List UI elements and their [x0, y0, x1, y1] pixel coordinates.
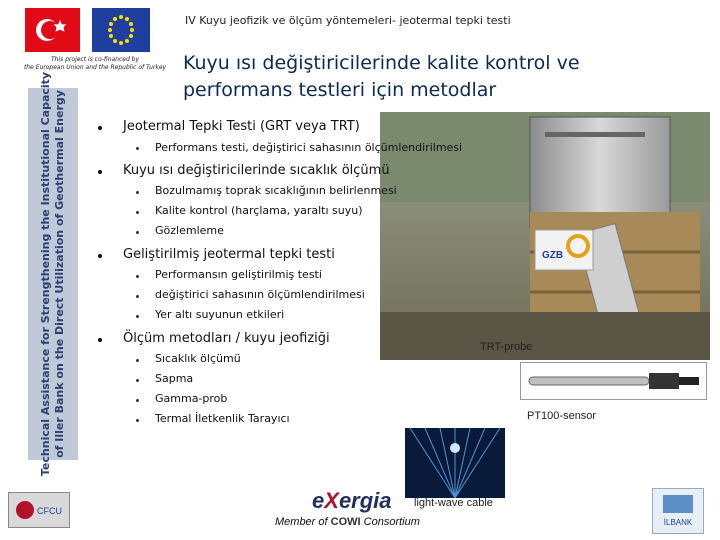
- sub-bullet-deviation: Sapma: [155, 372, 194, 385]
- trt-probe-caption: TRT-probe: [480, 341, 533, 353]
- cofinance-line-1: This project is co-financed by: [50, 56, 140, 63]
- sub-bullet-enhanced: Performansın geliştirilmiş testi: [155, 268, 322, 281]
- cofinance-line-2: the European Union and the Republic of Turkey: [23, 64, 167, 71]
- sub-bullet-performance: Performans testi, değiştirici sahasının ölçümlendirilmesi: [155, 141, 463, 154]
- bullet-marker: [98, 254, 102, 258]
- sub-bullet-marker: [136, 359, 139, 362]
- sub-bullet-gamma: Gamma-prob: [155, 392, 228, 405]
- bullet-grt: Jeotermal Tepki Testi (GRT veya TRT): [123, 119, 360, 134]
- bullet-enhanced-trt: Geliştirilmiş jeotermal tepki testi: [123, 247, 335, 262]
- cfcu-logo-icon: [8, 492, 70, 528]
- turkey-flag-icon: [25, 8, 80, 52]
- sub-bullet-soil: Bozulmamış toprak sıcaklığının belirlenmesi: [155, 184, 397, 197]
- slide-subtitle: IV Kuyu jeofizik ve ölçüm yöntemeleri- jeotermal tepki testi: [185, 14, 511, 27]
- sub-bullet-marker: [136, 147, 139, 150]
- sidebar-line-1: Technical Assistance for Strengthening the Institutional Capacity: [39, 71, 53, 477]
- bullet-temperature: Kuyu ısı değiştiricilerinde sıcaklık ölçümü: [123, 163, 390, 178]
- sub-bullet-marker: [136, 231, 139, 234]
- sub-bullet-groundwater: Yer altı suyunun etkileri: [155, 308, 285, 321]
- sub-bullet-monitoring: Gözlemleme: [155, 224, 224, 237]
- sub-bullet-marker: [136, 379, 139, 382]
- sidebar-text: [28, 71, 78, 477]
- sub-bullet-marker: [136, 399, 139, 402]
- bullet-marker: [98, 126, 102, 130]
- sub-bullet-marker: [136, 275, 139, 278]
- exergia-x: X: [324, 488, 339, 513]
- bullet-marker: [98, 170, 102, 174]
- sub-bullet-marker: [136, 211, 139, 214]
- sub-bullet-thermal-scanner: Termal İletkenlik Tarayıcı: [155, 412, 290, 425]
- sub-bullet-temp-measure: Sıcaklık ölçümü: [155, 352, 241, 365]
- cfcu-label: CFCU: [37, 506, 62, 516]
- sub-bullet-marker: [136, 419, 139, 422]
- bullet-geophysics: Ölçüm metodları / kuyu jeofiziği: [123, 331, 330, 346]
- sub-bullet-marker: [136, 315, 139, 318]
- exergia-rest: ergia: [338, 488, 392, 513]
- eu-flag-icon: [92, 8, 150, 52]
- sub-bullet-marker: [136, 191, 139, 194]
- slide-title-line-1: Kuyu ısı değiştiricilerinde kalite kontrol ve: [183, 52, 580, 74]
- cowi-label: COWI: [330, 516, 361, 528]
- exergia-logo: [312, 488, 392, 514]
- light-wave-cable-image: [405, 428, 505, 498]
- light-wave-caption: light-wave cable: [414, 497, 493, 509]
- ilbank-label: İLBANK: [663, 518, 693, 527]
- pt100-sensor-image: [520, 362, 707, 400]
- sub-bullet-quality: Kalite kontrol (harçlama, yaraltı suyu): [155, 204, 363, 217]
- exergia-e: e: [312, 488, 325, 513]
- consortium-note: [275, 516, 420, 528]
- slide-title-line-2: performans testleri için metodlar: [183, 79, 497, 101]
- ilbank-logo-icon: [652, 488, 704, 534]
- slide-title: [183, 50, 703, 104]
- member-suffix: Consortium: [363, 516, 420, 528]
- sub-bullet-marker: [136, 295, 139, 298]
- pt100-caption: PT100-sensor: [527, 410, 597, 422]
- cofinance-note: [20, 56, 170, 72]
- member-prefix: Member of: [275, 516, 328, 528]
- sub-bullet-field: değiştirici sahasının ölçümlendirilmesi: [155, 288, 365, 301]
- sidebar-line-2: of Iller Bank on the Direct Utilization of Geothermal Energy: [53, 90, 67, 458]
- bullet-marker: [98, 338, 102, 342]
- gzb-badge: GZB: [542, 250, 564, 261]
